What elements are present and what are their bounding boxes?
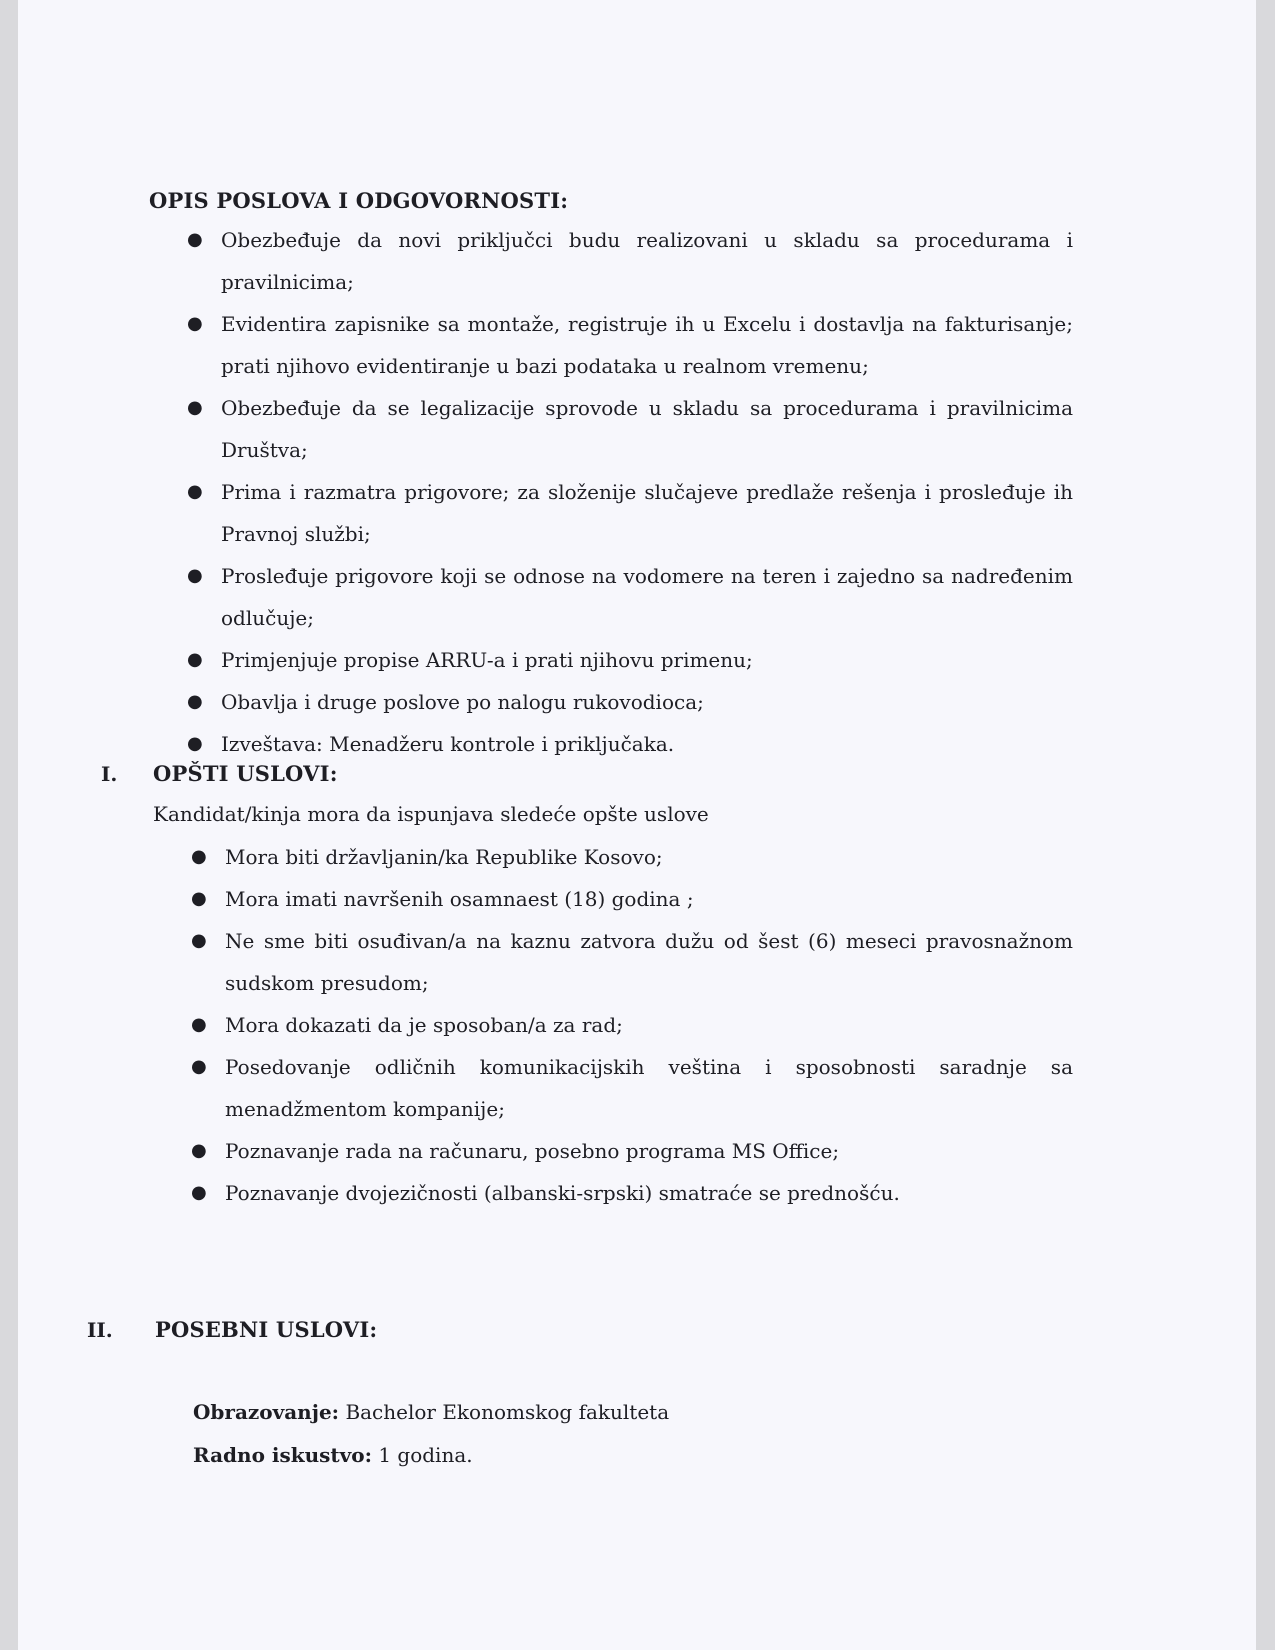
list-item: ● Evidentira zapisnike sa montaže, registruje ih u Excelu i dostavlja na fakturisanje; prati njihovo evidentiranje u bazi podataka u realnom vremenu;: [221, 303, 1073, 387]
bullet-icon: ●: [191, 888, 207, 909]
general-heading: OPŠTI USLOVI:: [153, 761, 338, 786]
list-item: ● Obezbeđuje da novi priključci budu realizovani u skladu sa procedurama i pravilnicima;: [221, 219, 1073, 303]
special-heading: POSEBNI USLOVI:: [155, 1317, 378, 1342]
bullet-icon: ●: [191, 1056, 207, 1077]
list-item: ● Prosleđuje prigovore koji se odnose na vodomere na teren i zajedno sa nadređenim odlučuje;: [221, 555, 1073, 639]
list-item: ● Poznavanje dvojezičnosti (albanski-srpski) smatraće se prednošću.: [225, 1172, 1073, 1214]
general-list: [191, 836, 1073, 1214]
bullet-icon: ●: [187, 565, 203, 586]
list-item: ● Izveštava: Menadžeru kontrole i priključaka.: [221, 723, 1073, 765]
bullet-icon: ●: [187, 229, 203, 250]
experience-value: 1 godina.: [378, 1443, 473, 1467]
list-item: ● Obezbeđuje da se legalizacije sprovode u skladu sa procedurama i pravilnicima Društva;: [221, 387, 1073, 471]
bullet-icon: ●: [191, 1140, 207, 1161]
general-intro: Kandidat/kinja mora da ispunjava sledeće opšte uslove: [153, 802, 709, 826]
general-numeral: I.: [101, 762, 118, 786]
bullet-icon: ●: [191, 1182, 207, 1203]
bullet-icon: ●: [191, 846, 207, 867]
experience-label: Radno iskustvo:: [193, 1443, 372, 1467]
bullet-icon: ●: [187, 733, 203, 754]
document-page: [18, 0, 1256, 1650]
education-label: Obrazovanje:: [193, 1400, 340, 1424]
experience-line: [193, 1443, 473, 1467]
list-item: ● Primjenjuje propise ARRU-a i prati njihovu primenu;: [221, 639, 1073, 681]
special-numeral: II.: [87, 1318, 113, 1342]
list-item: ● Mora dokazati da je sposoban/a za rad;: [225, 1004, 1073, 1046]
list-item: ● Mora biti državljanin/ka Republike Kosovo;: [225, 836, 1073, 878]
list-item: ● Poznavanje rada na računaru, posebno programa MS Office;: [225, 1130, 1073, 1172]
bullet-icon: ●: [187, 313, 203, 334]
bullet-icon: ●: [187, 397, 203, 418]
education-value: Bachelor Ekonomskog fakulteta: [345, 1400, 670, 1424]
duties-heading: OPIS POSLOVA I ODGOVORNOSTI:: [149, 188, 569, 213]
list-item: ● Mora imati navršenih osamnaest (18) godina ;: [225, 878, 1073, 920]
bullet-icon: ●: [191, 930, 207, 951]
bullet-icon: ●: [187, 649, 203, 670]
bullet-icon: ●: [187, 481, 203, 502]
list-item: ● Ne sme biti osuđivan/a na kaznu zatvora dužu od šest (6) meseci pravosnažnom sudskom presudom;: [225, 920, 1073, 1004]
education-line: [193, 1400, 669, 1424]
list-item: ● Obavlja i druge poslove po nalogu rukovodioca;: [221, 681, 1073, 723]
duties-list: [187, 219, 1073, 765]
list-item: ● Prima i razmatra prigovore; za složenije slučajeve predlaže rešenja i prosleđuje ih Pravnoj službi;: [221, 471, 1073, 555]
bullet-icon: ●: [191, 1014, 207, 1035]
bullet-icon: ●: [187, 691, 203, 712]
list-item: ● Posedovanje odličnih komunikacijskih veština i sposobnosti saradnje sa menadžmentom kompanije;: [225, 1046, 1073, 1130]
